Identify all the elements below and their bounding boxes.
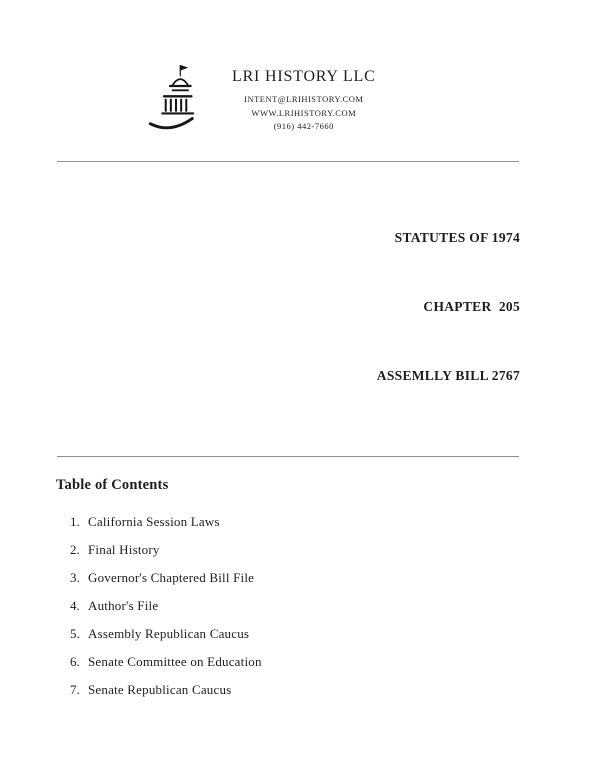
toc-item-number: 1. [70, 514, 80, 529]
toc-item-label: Senate Republican Caucus [88, 682, 232, 697]
toc-item-label: Author's File [88, 598, 159, 613]
toc-item-number: 7. [70, 682, 80, 697]
toc-item-number: 3. [70, 570, 80, 585]
capitol-sketch-icon [146, 60, 206, 136]
toc-item-number: 5. [70, 626, 80, 641]
toc-item [70, 514, 600, 530]
company-email: INTENT@LRIHISTORY.COM [244, 94, 364, 104]
divider-top [57, 161, 519, 162]
company-name: LRI HISTORY LLC [232, 68, 376, 85]
toc-item [70, 654, 600, 670]
company-website: WWW.LRIHISTORY.COM [251, 107, 357, 118]
divider-bottom [57, 456, 519, 457]
statutes-line: STATUTES OF 1974 [394, 230, 520, 245]
toc-item [70, 682, 600, 698]
toc-item-number: 2. [70, 542, 80, 557]
toc-list [0, 514, 600, 698]
chapter-line: CHAPTER 205 [423, 299, 520, 314]
toc-item [70, 598, 600, 614]
toc-item-number: 6. [70, 654, 80, 669]
toc-item-label: Final History [88, 542, 160, 557]
letterhead [146, 0, 600, 136]
toc-item [70, 626, 600, 642]
toc-title: Table of Contents [56, 477, 169, 493]
toc-item-label: Senate Committee on Education [88, 654, 262, 669]
bill-line: ASSEMLLY BILL 2767 [376, 368, 520, 383]
company-phone: (916) 442-7660 [273, 121, 334, 131]
document-info [0, 180, 520, 433]
toc-item-label: Governor's Chaptered Bill File [88, 570, 255, 585]
toc-item [70, 570, 600, 586]
toc-item-number: 4. [70, 598, 80, 613]
toc-item [70, 542, 600, 558]
toc-item-label: California Session Laws [88, 514, 220, 529]
letterhead-text [232, 60, 376, 134]
toc-item-label: Assembly Republican Caucus [88, 626, 250, 641]
